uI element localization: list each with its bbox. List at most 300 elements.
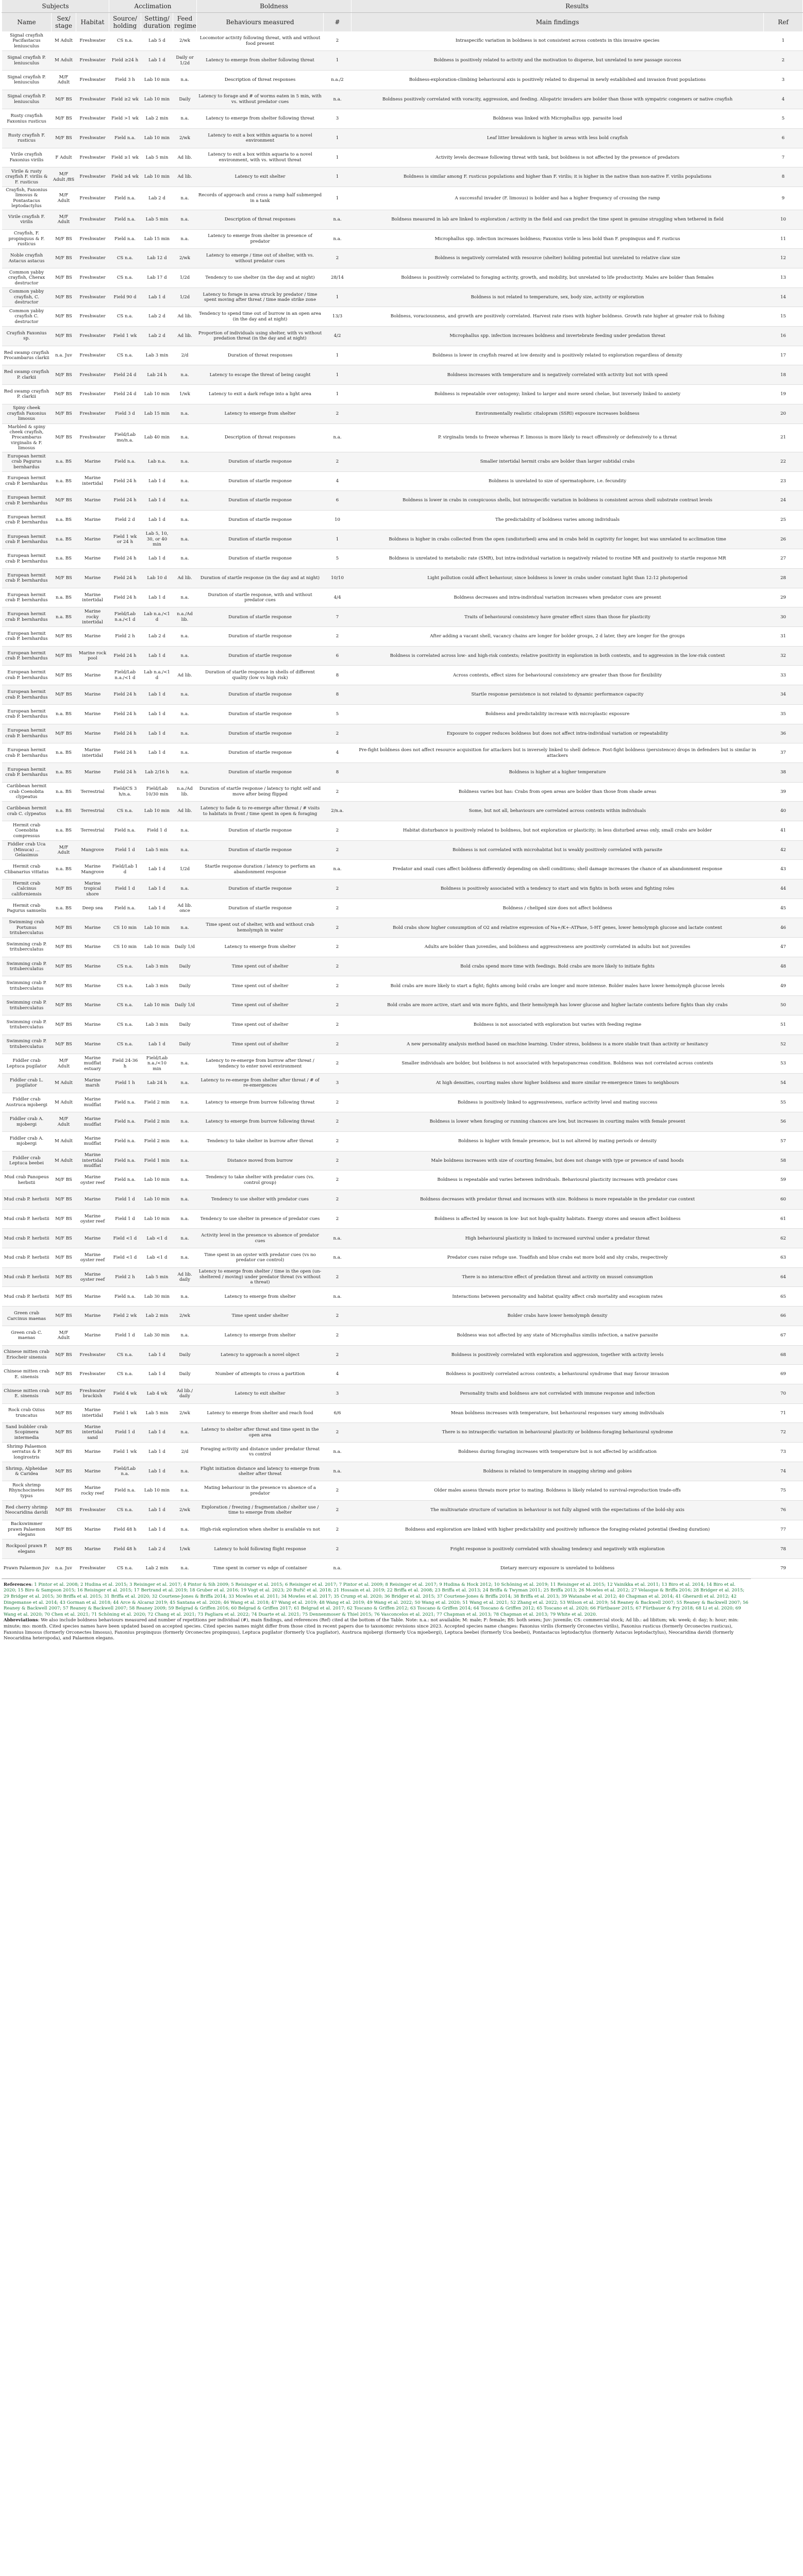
feed-regime-cell: 2/wk <box>173 1403 197 1423</box>
repetitions-cell: n.a. <box>324 423 352 452</box>
sex-stage-cell: M/F BS <box>52 685 76 705</box>
repetitions-cell: 2 <box>324 404 352 423</box>
repetitions-cell: 3 <box>324 1384 352 1403</box>
behaviours-measured-cell: Latency to emerge from shelter <box>197 1287 324 1307</box>
repetitions-cell: 2 <box>324 840 352 860</box>
setting-duration-cell: Lab 1 d <box>141 1442 173 1462</box>
species-name-cell: European hermit crab P. bernhardus <box>2 646 52 666</box>
sex-stage-cell: M/F BS <box>52 1501 76 1520</box>
habitat-cell: Freshwater <box>76 1365 109 1384</box>
table-row <box>2 128 803 148</box>
feed-regime-cell: 2/wk <box>173 249 197 268</box>
table-row <box>2 1131 803 1151</box>
table-row <box>2 1307 803 1326</box>
habitat-cell: Freshwater <box>76 31 109 51</box>
sex-stage-cell: M/F BS <box>52 249 76 268</box>
repetitions-cell: 2 <box>324 724 352 743</box>
behaviours-measured-cell: Description of threat responses <box>197 423 324 452</box>
behaviours-measured-cell: Duration of startle response <box>197 685 324 705</box>
source-holding-column-header: Source/ holding <box>109 13 141 32</box>
table-row <box>2 1403 803 1423</box>
table-row <box>2 229 803 249</box>
source-holding-cell: Field 1 d <box>109 879 141 899</box>
sex-stage-cell: n.a. BS <box>52 452 76 471</box>
setting-duration-cell: Lab 40 min <box>141 423 173 452</box>
source-holding-cell: CS n.a. <box>109 249 141 268</box>
setting-duration-cell: Lab 1 d <box>141 879 173 899</box>
source-holding-cell: Field 1 d <box>109 1423 141 1443</box>
species-name-cell: Signal crayfish P. leniusculus <box>2 51 52 71</box>
main-findings-cell: Traits of behavioural consistency have greater effect sizes than those for plasticity <box>352 607 764 627</box>
main-findings-cell: Boldness is negatively correlated with resource (shelter) holding potential but unrelated to relative claw size <box>352 249 764 268</box>
setting-duration-cell: Lab 2 min <box>141 1559 173 1579</box>
table-row <box>2 899 803 918</box>
habitat-cell: Marine intertidal <box>76 743 109 763</box>
behaviours-measured-cell: Duration of threat responses <box>197 346 324 365</box>
sex-stage-cell: M/F Adult <box>52 840 76 860</box>
table-row <box>2 1462 803 1481</box>
main-findings-cell: Boldness was not affected by any state of Microphallus similis infection, a native parasite <box>352 1326 764 1345</box>
table-row <box>2 1151 803 1171</box>
setting-duration-cell: Lab 3 min <box>141 1015 173 1035</box>
behaviours-measured-cell: Duration of startle response <box>197 899 324 918</box>
behaviours-measured-cell: Proportion of individuals using shelter, with vs without predation threat (in the day and at night) <box>197 327 324 346</box>
species-name-cell: Fiddler crab Leptuca pugilator <box>2 1054 52 1074</box>
repetitions-cell: n.a. <box>324 1248 352 1268</box>
species-name-cell: European hermit crab P. bernhardus <box>2 607 52 627</box>
table-row <box>2 1423 803 1443</box>
repetitions-cell: 1 <box>324 365 352 385</box>
repetitions-cell: 2 <box>324 1520 352 1539</box>
behaviours-measured-cell: Latency to exit a box within aquaria to a novel environment <box>197 128 324 148</box>
sex-stage-cell: M/F Adult <box>52 1326 76 1345</box>
habitat-cell: Marine <box>76 957 109 976</box>
habitat-cell: Marine <box>76 1190 109 1210</box>
table-row <box>2 1112 803 1132</box>
ref-cell: 72 <box>764 1423 803 1443</box>
behaviours-measured-cell: Duration of startle response <box>197 549 324 569</box>
repetitions-cell: 2/n.a. <box>324 802 352 821</box>
repetitions-cell: 8 <box>324 685 352 705</box>
source-holding-cell: Field 24 h <box>109 685 141 705</box>
source-holding-cell: Field 24 h <box>109 646 141 666</box>
source-holding-cell: Field/Lab n.a. <box>109 1462 141 1481</box>
ref-cell: 1 <box>764 31 803 51</box>
repetitions-cell: n.a. <box>324 90 352 109</box>
table-row <box>2 31 803 51</box>
species-name-cell: Mud crab P. herbstii <box>2 1267 52 1287</box>
table-row <box>2 1345 803 1365</box>
main-findings-cell: Interactions between personality and habitat quality affect crab mortality and escapism rates <box>352 1287 764 1307</box>
feed-regime-cell: n.a. <box>173 646 197 666</box>
setting-duration-cell: Lab 1 d <box>141 491 173 511</box>
main-findings-cell: Male boldness increases with size of courting females, but does not change with type or presence of sand hoods <box>352 1151 764 1171</box>
feed-regime-cell: Ad lib./ daily <box>173 1384 197 1403</box>
setting-duration-cell: Lab 10 min <box>141 70 173 90</box>
setting-duration-cell: Lab 10 min <box>141 996 173 1015</box>
habitat-cell: Marine <box>76 1520 109 1539</box>
main-findings-cell: Boldness and predictability increase with microplastic exposure <box>352 704 764 724</box>
ref-cell: 2 <box>764 51 803 71</box>
main-findings-cell: After adding a vacant shell, vacancy chains are longer for bolder groups, 2 d later, they are longer for the groups <box>352 627 764 647</box>
sex-stage-cell: M/F BS <box>52 1462 76 1481</box>
setting-duration-cell: Lab 1 d <box>141 860 173 879</box>
sex-stage-cell: M/F BS <box>52 1384 76 1403</box>
setting-duration-cell: Field 1 d <box>141 821 173 840</box>
ref-cell: 20 <box>764 404 803 423</box>
table-row <box>2 1520 803 1539</box>
species-name-cell: Common yabby crayfish C. destructor <box>2 307 52 327</box>
feed-regime-cell: Daily 1/d <box>173 938 197 957</box>
setting-duration-cell: Lab 17 d <box>141 268 173 288</box>
source-holding-cell: Field 24 h <box>109 471 141 491</box>
source-holding-cell: Field/Lab mo/n.a. <box>109 423 141 452</box>
source-holding-cell: Field n.a. <box>109 1151 141 1171</box>
source-holding-cell: CS n.a. <box>109 802 141 821</box>
source-holding-cell: Field 1 wk or 24 h <box>109 530 141 549</box>
species-name-cell: Hermit crab Calcinus californiensis <box>2 879 52 899</box>
feed-regime-cell: n.a. <box>173 1112 197 1132</box>
sex-stage-cell: n.a. BS <box>52 588 76 607</box>
repetitions-cell: 8 <box>324 666 352 685</box>
behaviours-measured-cell: Activity level in the presence vs absence of predator cues <box>197 1229 324 1248</box>
main-findings-cell: Smaller intertidal hermit crabs are bolder than larger subtidal crabs <box>352 452 764 471</box>
feed-regime-cell: Daily <box>173 957 197 976</box>
table-row <box>2 187 803 210</box>
feed-regime-cell: 2/d <box>173 1442 197 1462</box>
habitat-cell: Marine intertidal <box>76 588 109 607</box>
repetitions-cell: 5 <box>324 704 352 724</box>
species-name-cell: Swimming crab P. trituberculatus <box>2 1035 52 1054</box>
setting-duration-cell: Lab 10 min <box>141 167 173 187</box>
ref-cell: 76 <box>764 1501 803 1520</box>
habitat-cell: Marine <box>76 530 109 549</box>
setting-duration-cell: Lab 2 d <box>141 187 173 210</box>
abbreviations-label: Abbreviations <box>4 1618 38 1623</box>
sex-stage-cell: M/F BS <box>52 1442 76 1462</box>
species-name-cell: Mud crab P. herbstii <box>2 1287 52 1307</box>
sex-stage-cell: M/F BS <box>52 1481 76 1501</box>
setting-duration-cell: Lab 1 d <box>141 1462 173 1481</box>
species-name-cell: Signal crayfish P. leniusculus <box>2 90 52 109</box>
source-holding-cell: CS n.a. <box>109 957 141 976</box>
setting-duration-cell: Lab 1 d <box>141 51 173 71</box>
sex-stage-cell: M/F BS <box>52 957 76 976</box>
sex-stage-cell: M/F BS <box>52 1209 76 1229</box>
main-findings-cell: Boldness is lower when foraging or running chances are low, but increases in courting males with female present <box>352 1112 764 1132</box>
species-name-cell: European hermit crab P. bernhardus <box>2 743 52 763</box>
source-holding-cell: CS n.a. <box>109 346 141 365</box>
repetitions-cell: n.a. <box>324 1462 352 1481</box>
repetitions-cell: 1 <box>324 167 352 187</box>
species-name-cell: Mud crab P. herbstii <box>2 1190 52 1210</box>
repetitions-cell: 2 <box>324 1267 352 1287</box>
feed-regime-cell: n.a. <box>173 365 197 385</box>
setting-duration-cell: Lab 24 h <box>141 365 173 385</box>
ref-cell: 43 <box>764 860 803 879</box>
main-findings-cell: Boldness is not related to temperature, sex, body size, activity or exploration <box>352 287 764 307</box>
ref-cell: 46 <box>764 918 803 938</box>
source-holding-cell: Field 48 h <box>109 1520 141 1539</box>
repetitions-cell: 2 <box>324 976 352 996</box>
habitat-cell: Marine intertidal <box>76 471 109 491</box>
species-name-cell: Swimming crab P. trituberculatus <box>2 996 52 1015</box>
main-findings-cell: Habitat disturbance is positively related to boldness, but not exploration or plasticity; in less disturbed areas only, small crabs are bolder <box>352 821 764 840</box>
behaviours-measured-cell: Time spent in corner vs edge of container <box>197 1559 324 1579</box>
setting-duration-cell: Lab 5 min <box>141 1267 173 1287</box>
source-holding-cell: CS n.a. <box>109 1501 141 1520</box>
setting-duration-cell: Lab 2 min <box>141 109 173 129</box>
main-findings-cell: Boldness is positively correlated across contexts; a behavioural syndrome that may favour invasion <box>352 1365 764 1384</box>
habitat-cell: Freshwater <box>76 187 109 210</box>
species-name-cell: Fiddler crab Uca (Minuca) ... Gelasimus <box>2 840 52 860</box>
table-row <box>2 1326 803 1345</box>
table-row <box>2 404 803 423</box>
table-row <box>2 627 803 647</box>
repetitions-cell: 2 <box>324 918 352 938</box>
ref-cell: 79 <box>764 1559 803 1579</box>
ref-cell: 61 <box>764 1209 803 1229</box>
feed-regime-cell: n.a. <box>173 1248 197 1268</box>
habitat-cell: Freshwater <box>76 128 109 148</box>
table-row <box>2 423 803 452</box>
main-findings-cell: Intraspecific variation in boldness is not consistent across contexts in this invasive species <box>352 31 764 51</box>
main-findings-cell: At high densities, courting males show higher boldness and more similar re-emergence times to neighbours <box>352 1073 764 1093</box>
sex-stage-cell: M/F BS <box>52 1171 76 1190</box>
table-row <box>2 1442 803 1462</box>
behaviours-measured-cell: Duration of startle response <box>197 607 324 627</box>
repetitions-cell: 2 <box>324 1054 352 1074</box>
repetitions-cell: n.a. <box>324 1287 352 1307</box>
table-row <box>2 685 803 705</box>
habitat-cell: Terrestrial <box>76 821 109 840</box>
source-holding-cell: Field n.a. <box>109 1093 141 1112</box>
source-holding-cell: CS n.a. <box>109 976 141 996</box>
species-name-cell: Mud crab P. herbstii <box>2 1229 52 1248</box>
setting-duration-cell: Lab 5 min <box>141 148 173 167</box>
main-findings-cell: Bold crabs are more active, start and win more fights, and their hemolymph has lower glucose and higher lactate contents before fights than shy crabs <box>352 996 764 1015</box>
behaviours-measured-cell: Tendency to use shelter in presence of predator cues <box>197 1209 324 1229</box>
setting-duration-cell: Lab 1 d <box>141 471 173 491</box>
ref-cell: 66 <box>764 1307 803 1326</box>
habitat-cell: Marine mudflat <box>76 1131 109 1151</box>
sex-stage-cell: M/F Adult <box>52 187 76 210</box>
feed-regime-cell: Ad lib. daily <box>173 1267 197 1287</box>
behaviours-measured-cell: Latency to emerge from shelter <box>197 404 324 423</box>
habitat-cell: Freshwater <box>76 148 109 167</box>
repetitions-cell: n.a. <box>324 1442 352 1462</box>
sex-stage-cell: M/F BS <box>52 1365 76 1384</box>
repetitions-cell: 1 <box>324 128 352 148</box>
sex-stage-cell: M/F BS <box>52 976 76 996</box>
main-findings-cell: Personality traits and boldness are not correlated with immune response and infection <box>352 1384 764 1403</box>
behaviours-measured-cell: Duration of startle response <box>197 491 324 511</box>
ref-cell: 70 <box>764 1384 803 1403</box>
source-holding-cell: Field ≥1 wk <box>109 148 141 167</box>
source-holding-cell: Field 24 h <box>109 724 141 743</box>
ref-cell: 22 <box>764 452 803 471</box>
source-holding-cell: Field/CS 3 h/n.a. <box>109 782 141 802</box>
table-row <box>2 1054 803 1074</box>
sex-stage-cell: M/F BS <box>52 627 76 647</box>
behaviours-measured-cell: Time spent out of shelter <box>197 1035 324 1054</box>
feed-regime-cell: Daily <box>173 90 197 109</box>
setting-duration-cell: Lab 30 min <box>141 1287 173 1307</box>
behaviours-measured-cell: Time spent out of shelter, with and without crab hemolymph in water <box>197 918 324 938</box>
sex-stage-cell: n.a. Juv <box>52 1559 76 1579</box>
source-holding-cell: Field/Lab 1 d <box>109 860 141 879</box>
feed-regime-cell: n.a. <box>173 1559 197 1579</box>
habitat-cell: Marine intertidal <box>76 1403 109 1423</box>
table-row <box>2 938 803 957</box>
table-row <box>2 1559 803 1579</box>
species-name-cell: Caribbean hermit crab Coenobita clypeatus <box>2 782 52 802</box>
ref-cell: 51 <box>764 1015 803 1035</box>
feed-regime-cell: n.a. <box>173 1190 197 1210</box>
sex-stage-cell: M/F BS <box>52 938 76 957</box>
behaviours-measured-cell: Startle response duration / latency to perform an abandonment response <box>197 860 324 879</box>
ref-cell: 24 <box>764 491 803 511</box>
habitat-cell: Marine <box>76 510 109 530</box>
main-findings-cell: There is no intraspecific variation in behavioural plasticity or boldness-foraging behavioural syndrome <box>352 1423 764 1443</box>
table-row <box>2 569 803 588</box>
behaviours-measured-cell: Duration of startle response <box>197 646 324 666</box>
table-row <box>2 167 803 187</box>
table-row <box>2 724 803 743</box>
table-row <box>2 646 803 666</box>
habitat-cell: Marine mudflat <box>76 1112 109 1132</box>
repetitions-cell: 10 <box>324 510 352 530</box>
feed-regime-cell: n.a. <box>173 549 197 569</box>
main-findings-cell: Boldness is correlated across low- and high-risk contexts; relative positivity in exploration in both contexts, and to aggression in the low-risk context <box>352 646 764 666</box>
behaviours-measured-cell: Tendency to use shelter (in the day and at night) <box>197 268 324 288</box>
ref-cell: 73 <box>764 1442 803 1462</box>
species-name-cell: European hermit crab Pagurus bernhardus <box>2 452 52 471</box>
ref-cell: 6 <box>764 128 803 148</box>
setting-duration-cell: Lab 1 d <box>141 724 173 743</box>
species-name-cell: Caribbean hermit crab C. clypeatus <box>2 802 52 821</box>
ref-cell: 5 <box>764 109 803 129</box>
repetitions-cell: 8 <box>324 762 352 782</box>
setting-duration-cell: Lab <1 d <box>141 1248 173 1268</box>
feed-regime-cell: n.a. <box>173 510 197 530</box>
species-name-cell: Spiny cheek crayfish Faxonius limosus <box>2 404 52 423</box>
ref-cell: 29 <box>764 588 803 607</box>
setting-duration-cell: Lab 1 d <box>141 1035 173 1054</box>
behaviours-measured-cell: Mating behaviour in the presence vs absence of a predator <box>197 1481 324 1501</box>
behaviours-measured-cell: Latency to exit shelter <box>197 167 324 187</box>
table-row <box>2 491 803 511</box>
source-holding-cell: CS n.a. <box>109 1035 141 1054</box>
table-row <box>2 743 803 763</box>
feed-regime-cell: 1/wk <box>173 385 197 404</box>
repetitions-cell: n.a. <box>324 860 352 879</box>
source-holding-cell: CS n.a. <box>109 1559 141 1579</box>
habitat-cell: Marine <box>76 724 109 743</box>
sex-stage-cell: M/F BS <box>52 229 76 249</box>
source-holding-cell: Field 24 h <box>109 491 141 511</box>
repetitions-cell: 2 <box>324 1112 352 1132</box>
behaviours-measured-cell: Latency to shelter after threat and time spent in the open area <box>197 1423 324 1443</box>
ref-cell: 53 <box>764 1054 803 1074</box>
setting-duration-cell: Lab 10 d <box>141 569 173 588</box>
species-name-cell: Rock crab Ozius truncatus <box>2 1403 52 1423</box>
species-name-cell: Swimming crab P. trituberculatus <box>2 976 52 996</box>
feed-regime-cell: Ad lib. <box>173 802 197 821</box>
setting-duration-cell: Field 2 min <box>141 1131 173 1151</box>
main-findings-cell: There is no interactive effect of predation threat and activity on mussel consumption <box>352 1267 764 1287</box>
main-findings-cell: Bold crabs show higher consumption of O2 and relative expression of Na+/K+-ATPase, 5-HT genes, lower hemolymph glucose and lactate content <box>352 918 764 938</box>
setting-duration-cell: Lab 2/16 h <box>141 762 173 782</box>
feed-regime-cell: 2/d <box>173 346 197 365</box>
species-name-cell: European hermit crab P. bernhardus <box>2 685 52 705</box>
setting-duration-cell: Field 2 min <box>141 1093 173 1112</box>
table-row <box>2 588 803 607</box>
repetitions-cell: 2 <box>324 1481 352 1501</box>
table-row <box>2 70 803 90</box>
source-holding-cell: CS n.a. <box>109 1345 141 1365</box>
species-name-cell: Red cherry shrimp Neocaridina davidi <box>2 1501 52 1520</box>
source-holding-cell: CS n.a. <box>109 1365 141 1384</box>
source-holding-cell: Field <1 d <box>109 1229 141 1248</box>
setting-duration-cell: Lab 10 min <box>141 385 173 404</box>
source-holding-cell: Field 3 h <box>109 70 141 90</box>
feed-regime-cell: Daily 1/d <box>173 996 197 1015</box>
main-findings-cell: P. virginalis tends to freeze whereas F. limosus is more likely to react offensively or defensively to a threat <box>352 423 764 452</box>
source-holding-cell: Field 3 d <box>109 404 141 423</box>
behaviours-measured-cell: Flight initiation distance and latency to emerge from shelter after threat <box>197 1462 324 1481</box>
main-findings-cell: Predator and snail cues affect boldness differently depending on shell conditions; shell damage increases the chance of an abandonment response <box>352 860 764 879</box>
behaviours-measured-cell: Duration of startle response <box>197 821 324 840</box>
feed-regime-cell: n.a. <box>173 452 197 471</box>
main-findings-cell: A new personality analysis method based on machine learning. Under stress, boldness is a more stable trait than activity or hesitancy <box>352 1035 764 1054</box>
source-holding-cell: Field 1 wk <box>109 1442 141 1462</box>
sex-stage-cell: n.a. BS <box>52 607 76 627</box>
main-findings-cell: Boldness is not associated with exploration but varies with feeding regime <box>352 1015 764 1035</box>
feed-regime-cell: n.a. <box>173 210 197 229</box>
species-name-cell: Rusty crayfish F. rusticus <box>2 128 52 148</box>
habitat-cell: Marine oyster reef <box>76 1267 109 1287</box>
source-holding-cell: CS n.a. <box>109 307 141 327</box>
repetitions-cell: 2 <box>324 1171 352 1190</box>
ref-cell: 52 <box>764 1035 803 1054</box>
behaviours-measured-cell: Duration of startle response <box>197 879 324 899</box>
feed-regime-cell: n.a. <box>173 1229 197 1248</box>
table-row <box>2 1015 803 1035</box>
behaviours-measured-cell: Duration of startle response <box>197 452 324 471</box>
source-holding-cell: Field/Lab n.a./<1 d <box>109 607 141 627</box>
source-holding-cell: CS n.a. <box>109 1015 141 1035</box>
behaviours-measured-cell: Duration of startle response <box>197 471 324 491</box>
species-name-cell: Marbled & spiny cheek crayfish, Procambarus virginalis & F. limosus <box>2 423 52 452</box>
feed-regime-cell: 2/wk <box>173 31 197 51</box>
setting-duration-cell: Lab 5 min <box>141 1403 173 1423</box>
source-holding-cell: Field ≥4 wk <box>109 167 141 187</box>
source-holding-cell: Field n.a. <box>109 187 141 210</box>
table-row <box>2 1539 803 1559</box>
repetitions-cell: 1 <box>324 148 352 167</box>
setting-duration-cell: Lab 1 d <box>141 549 173 569</box>
feed-regime-cell: n.a. <box>173 918 197 938</box>
source-holding-cell: Field n.a. <box>109 1287 141 1307</box>
habitat-cell: Terrestrial <box>76 802 109 821</box>
sex-stage-cell: M/F BS <box>52 1229 76 1248</box>
feed-regime-cell: n.a. <box>173 1171 197 1190</box>
setting-duration-cell: Lab 10 min <box>141 128 173 148</box>
sex-stage-cell: n.a. BS <box>52 899 76 918</box>
habitat-cell: Marine <box>76 491 109 511</box>
repetitions-cell: 7 <box>324 607 352 627</box>
